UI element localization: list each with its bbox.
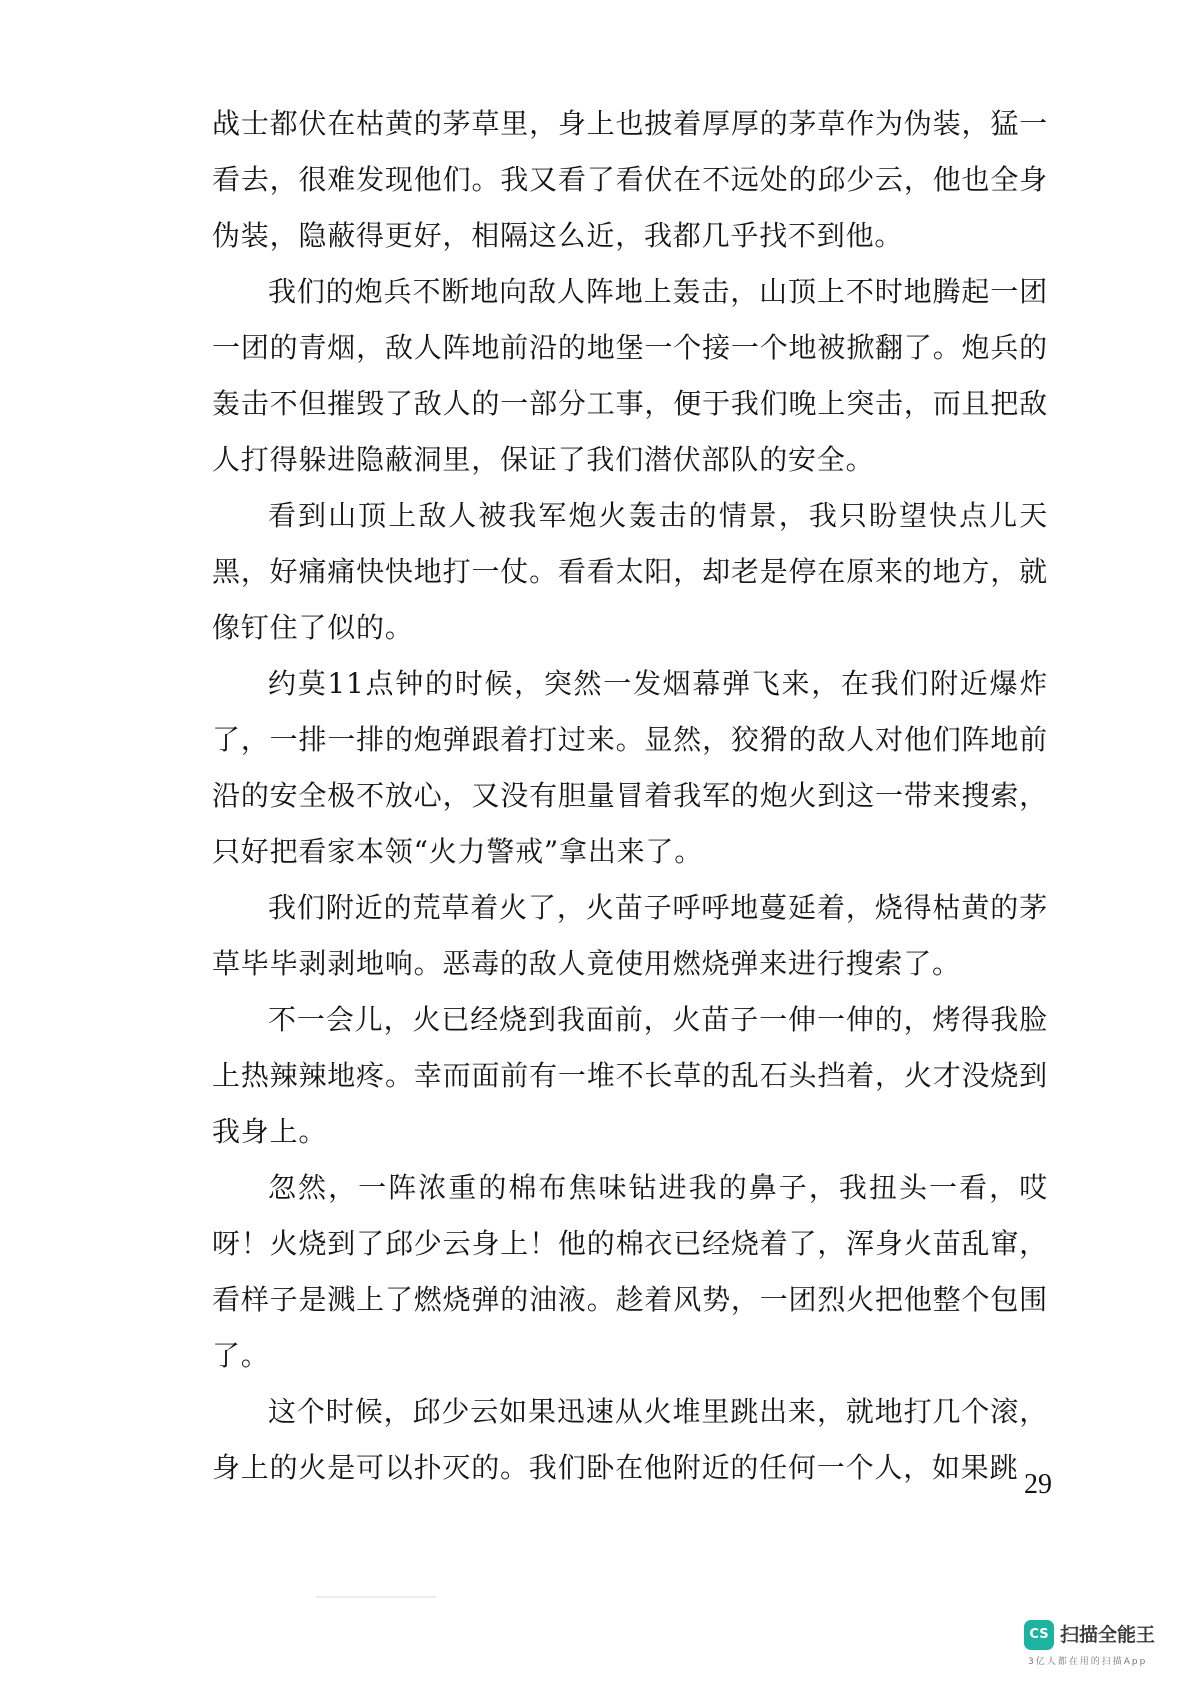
camscanner-logo-icon: CS bbox=[1024, 1620, 1054, 1650]
watermark-app-name: 扫描全能王 bbox=[1060, 1624, 1156, 1646]
watermark-slogan: 3亿人都在用的扫描App bbox=[1028, 1657, 1148, 1667]
scan-artifact-line bbox=[316, 1596, 436, 1598]
paragraph-continued: 战士都伏在枯黄的茅草里，身上也披着厚厚的茅草作为伪装，猛一看去，很难发现他们。我又看了看伏在不远处的邱少云，他也全身伪装，隐蔽得更好，相隔这么近，我都几乎找不到他。 bbox=[212, 107, 1048, 252]
paragraph: 看到山顶上敌人被我军炮火轰击的情景，我只盼望快点儿天黑，好痛痛快快地打一仗。看看太阳，却老是停在原来的地方，就像钉住了似的。 bbox=[212, 499, 1048, 644]
page-number: 29 bbox=[1024, 1469, 1052, 1500]
paragraph: 我们附近的荒草着火了，火苗子呼呼地蔓延着，烧得枯黄的茅草毕毕剥剥地响。恶毒的敌人竟使用燃烧弹来进行搜索了。 bbox=[212, 891, 1048, 980]
body-text bbox=[212, 96, 1048, 1496]
paragraph: 约莫11点钟的时候，突然一发烟幕弹飞来，在我们附近爆炸了，一排一排的炮弹跟着打过来。显然，狡猾的敌人对他们阵地前沿的安全极不放心，又没有胆量冒着我军的炮火到这一带来搜索，只好把看家本领“火力警戒”拿出来了。 bbox=[212, 667, 1048, 868]
paragraph: 这个时候，邱少云如果迅速从火堆里跳出来，就地打几个滚，身上的火是可以扑灭的。我们卧在他附近的任何一个人，如果跳 bbox=[212, 1395, 1048, 1484]
paragraph: 忽然，一阵浓重的棉布焦味钻进我的鼻子，我扭头一看，哎呀！火烧到了邱少云身上！他的棉衣已经烧着了，浑身火苗乱窜，看样子是溅上了燃烧弹的油液。趁着风势，一团烈火把他整个包围了。 bbox=[212, 1171, 1048, 1372]
paragraph: 不一会儿，火已经烧到我面前，火苗子一伸一伸的，烤得我脸上热辣辣地疼。幸而面前有一堆不长草的乱石头挡着，火才没烧到我身上。 bbox=[212, 1003, 1048, 1148]
paragraph: 我们的炮兵不断地向敌人阵地上轰击，山顶上不时地腾起一团一团的青烟，敌人阵地前沿的地堡一个接一个地被掀翻了。炮兵的轰击不但摧毁了敌人的一部分工事，便于我们晚上突击，而且把敌人打得躲进隐蔽洞里，保证了我们潜伏部队的安全。 bbox=[212, 275, 1048, 476]
scanner-watermark bbox=[1024, 1620, 1174, 1672]
